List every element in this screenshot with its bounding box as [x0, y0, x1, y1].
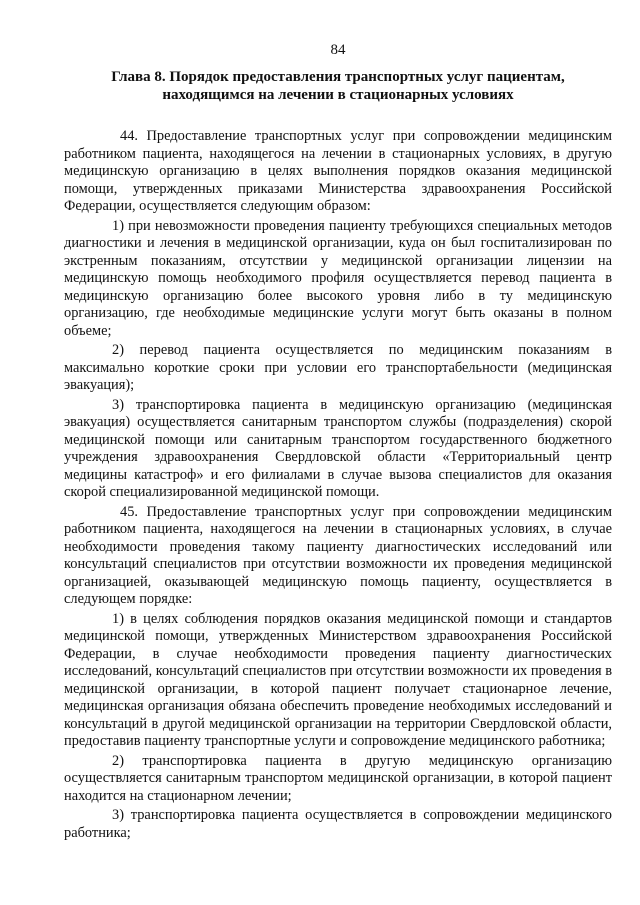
- paragraph-45-item-2: 2) транспортировка пациента в другую медицинскую организацию осуществляется санитарным транспортом медицинской организации, в которой пациент находится на стационарном лечении;: [64, 752, 612, 804]
- chapter-title-line-2: находящимся на лечении в стационарных условиях: [162, 87, 514, 103]
- paragraph-45: 45. Предоставление транспортных услуг при сопровождении медицинским работником пациента, находящегося на лечении в стационарных условиях, в случае необходимости проведения такому пациенту диагностических исследований или консультаций специалистов при отсутствии возможности их проведения медицинской организацией, оказывающей медицинскую помощь пациенту, осуществляется в следующем порядке:: [64, 503, 612, 607]
- paragraph-44-item-3: 3) транспортировка пациента в медицинскую организацию (медицинская эвакуация) осуществляется санитарным транспортом службы (подразделения) скорой медицинской помощи или санитарным транспортом государственного бюджетного учреждения здравоохранения Свердловской области «Территориальный центр медицины катастроф» и его филиалами в случае вызова специалистов для оказания скорой специализированной медицинской помощи.: [64, 396, 612, 500]
- chapter-title-line-1: Глава 8. Порядок предоставления транспортных услуг пациентам,: [111, 69, 565, 85]
- paragraph-44: 44. Предоставление транспортных услуг при сопровождении медицинским работником пациента, находящегося на лечении в стационарных условиях, в другую медицинскую организацию в целях выполнения порядков оказания медицинской помощи, утвержденных приказами Министерства здравоохранения Российской Федерации, осуществляется следующим образом:: [64, 128, 612, 214]
- document-page: [64, 40, 612, 844]
- paragraph-44-item-2: 2) перевод пациента осуществляется по медицинским показаниям в максимально короткие сроки при условии его транспортабельности (медицинская эвакуация);: [64, 342, 612, 393]
- paragraph-45-item-1: 1) в целях соблюдения порядков оказания медицинской помощи и стандартов медицинской помощи, утвержденных Министерством здравоохранения Российской Федерации, в случае необходимости проведения пациенту диагностических исследований, консультаций специалистов при отсутствии возможности их проведения в медицинской организации, в которой пациент получает стационарное лечение, медицинская организация обязана обеспечить проведение необходимых исследований и консультаций в другой медицинской организации на территории Свердловской области, предоставив пациенту транспортные услуги и сопровождение медицинского работника;: [64, 610, 612, 749]
- chapter-title: [64, 68, 612, 104]
- page-number: 84: [330, 42, 346, 58]
- paragraph-44-item-1: 1) при невозможности проведения пациенту требующихся специальных методов диагностики и лечения в медицинской организации, куда он был госпитализирован по экстренным показаниям, отсутствии у медицинской организации лицензии на медицинскую помощь необходимого профиля осуществляется перевод пациента в медицинскую организацию более высокого уровня либо в ту медицинскую организацию, где необходимые медицинские услуги могут быть оказаны в полном объеме;: [64, 217, 612, 339]
- paragraph-45-item-3: 3) транспортировка пациента осуществляется в сопровождении медицинского работника;: [64, 807, 612, 841]
